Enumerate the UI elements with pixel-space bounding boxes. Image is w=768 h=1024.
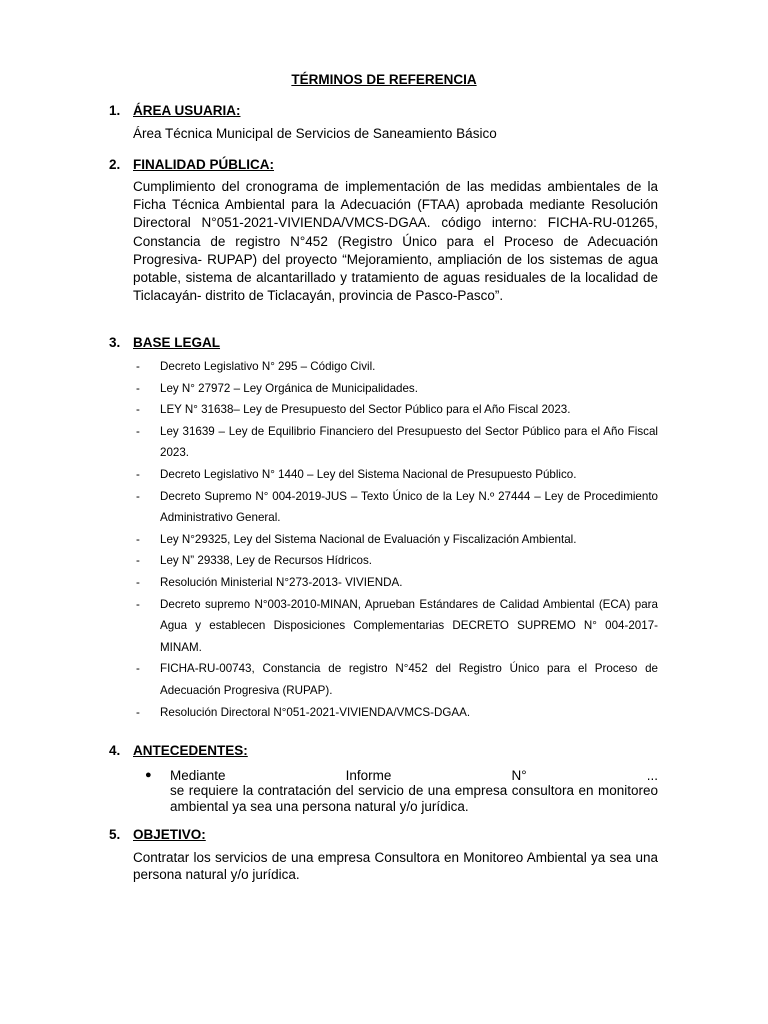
legal-item-text: Ley N°29325, Ley del Sistema Nacional de Evaluación y Fiscalización Ambiental.	[160, 532, 577, 546]
legal-basis-list	[133, 356, 658, 723]
legal-item-text: Ley N” 29338, Ley de Recursos Hídricos.	[160, 554, 373, 568]
legal-item-text: Resolución Directoral N°051-2021-VIVIENDA/VMCS-DGAA.	[160, 705, 471, 719]
section-5-number: 5.	[109, 827, 121, 842]
section-1-number: 1.	[109, 103, 121, 118]
bullet-word: ...	[646, 768, 658, 783]
bullet-word: Informe	[345, 768, 392, 783]
legal-item-text: Decreto Supremo N° 004-2019-JUS – Texto Único de la Ley N.º 27444 – Ley de Procedimiento Administrativo General.	[160, 489, 658, 525]
section-3-label: BASE LEGAL	[133, 335, 221, 350]
legal-item: - Decreto supremo N°003-2010-MINAN, Aprueban Estándares de Calidad Ambiental (ECA) para Agua y establecen Disposiciones Complementarias DECRETO SUPREMO N° 004-2017-MINAM.	[136, 597, 658, 654]
section-1-heading	[109, 102, 241, 120]
legal-item: - Decreto Supremo N° 004-2019-JUS – Texto Único de la Ley N.º 27444 – Ley de Procedimiento Administrativo General.	[136, 489, 658, 525]
legal-item-text: Resolución Ministerial N°273-2013- VIVIENDA.	[160, 575, 403, 589]
section-4-label: ANTECEDENTES:	[133, 743, 248, 758]
legal-item: - Ley 31639 – Ley de Equilibrio Financiero del Presupuesto del Sector Público para el Año Fiscal 2023.	[136, 424, 658, 460]
section-5-body: Contratar los servicios de una empresa Consultora en Monitoreo Ambiental ya sea una persona natural y/o jurídica.	[133, 850, 658, 882]
antecedentes-bullet	[145, 768, 658, 814]
legal-item: - Ley N” 29338, Ley de Recursos Hídricos.	[136, 554, 373, 568]
section-5-heading	[109, 826, 206, 844]
section-4-heading	[109, 742, 248, 760]
section-1-body: Área Técnica Municipal de Servicios de Saneamiento Básico	[133, 126, 497, 141]
section-5-label: OBJETIVO:	[133, 827, 206, 842]
document-title: TÉRMINOS DE REFERENCIA	[291, 72, 477, 87]
legal-item: - Decreto Legislativo N° 1440 – Ley del Sistema Nacional de Presupuesto Público.	[136, 467, 577, 481]
legal-item: - Ley N°29325, Ley del Sistema Nacional de Evaluación y Fiscalización Ambiental.	[136, 532, 577, 546]
legal-item: - Resolución Directoral N°051-2021-VIVIENDA/VMCS-DGAA.	[136, 705, 471, 719]
bullet-first-line	[170, 768, 658, 783]
legal-item: - Decreto Legislativo N° 295 – Código Civil.	[136, 360, 376, 373]
section-2-label: FINALIDAD PÚBLICA:	[133, 157, 274, 172]
legal-item: - Ley N° 27972 – Ley Orgánica de Municipalidades.	[136, 381, 418, 395]
legal-item: - FICHA-RU-00743, Constancia de registro N°452 del Registro Único para el Proceso de Adecuación Progresiva (RUPAP).	[136, 662, 658, 697]
legal-item: - Resolución Ministerial N°273-2013- VIVIENDA.	[136, 575, 403, 589]
section-2-heading	[109, 156, 274, 174]
legal-item: - LEY N° 31638– Ley de Presupuesto del Sector Público para el Año Fiscal 2023.	[136, 403, 571, 417]
section-3-heading	[109, 334, 220, 352]
bullet-word: N°	[511, 768, 527, 783]
legal-item-text: LEY N° 31638– Ley de Presupuesto del Sector Público para el Año Fiscal 2023.	[160, 403, 571, 417]
legal-item-text: Ley 31639 – Ley de Equilibrio Financiero del Presupuesto del Sector Público para el Año Fiscal 2023.	[160, 424, 658, 460]
section-2-number: 2.	[109, 157, 121, 172]
section-1-label: ÁREA USUARIA:	[133, 103, 241, 118]
legal-item-text: Decreto Legislativo N° 1440 – Ley del Sistema Nacional de Presupuesto Público.	[160, 467, 577, 481]
legal-item-text: Ley N° 27972 – Ley Orgánica de Municipalidades.	[160, 381, 418, 395]
section-3-number: 3.	[109, 335, 121, 350]
section-4-number: 4.	[109, 743, 121, 758]
legal-item-text: Decreto Legislativo N° 295 – Código Civil.	[160, 360, 376, 373]
bullet-continuation: se requiere la contratación del servicio de una empresa consultora en monitoreo ambiental ya sea una persona natural y/o jurídica.	[170, 783, 658, 814]
section-2-body: Cumplimiento del cronograma de implementación de las medidas ambientales de la Ficha Técnica Ambiental para la Adecuación (FTAA) aprobada mediante Resolución Directoral N°051-2021-VIVIENDA/VMCS-DGAA. código interno: FICHA-RU-01265, Constancia de registro N°452 (Registro Único para el Proceso de Adecuación Progresiva- RUPAP) del proyecto “Mejoramiento, ampliación de los sistemas de agua potable, sistema de alcantarillado y tratamiento de aguas residuales de la localidad de Ticlacayán- distrito de Ticlacayán, provincia de Pasco-Pasco”.	[133, 179, 658, 304]
bullet-word: Mediante	[170, 768, 226, 783]
legal-item-text: FICHA-RU-00743, Constancia de registro N°452 del Registro Único para el Proceso de Adecuación Progresiva (RUPAP).	[160, 662, 658, 697]
legal-item-text: Decreto supremo N°003-2010-MINAN, Aprueban Estándares de Calidad Ambiental (ECA) para Agua y establecen Disposiciones Complementarias DECRETO SUPREMO N° 004-2017-MINAM.	[160, 597, 658, 654]
bullet-dot-icon: ●	[145, 769, 152, 781]
